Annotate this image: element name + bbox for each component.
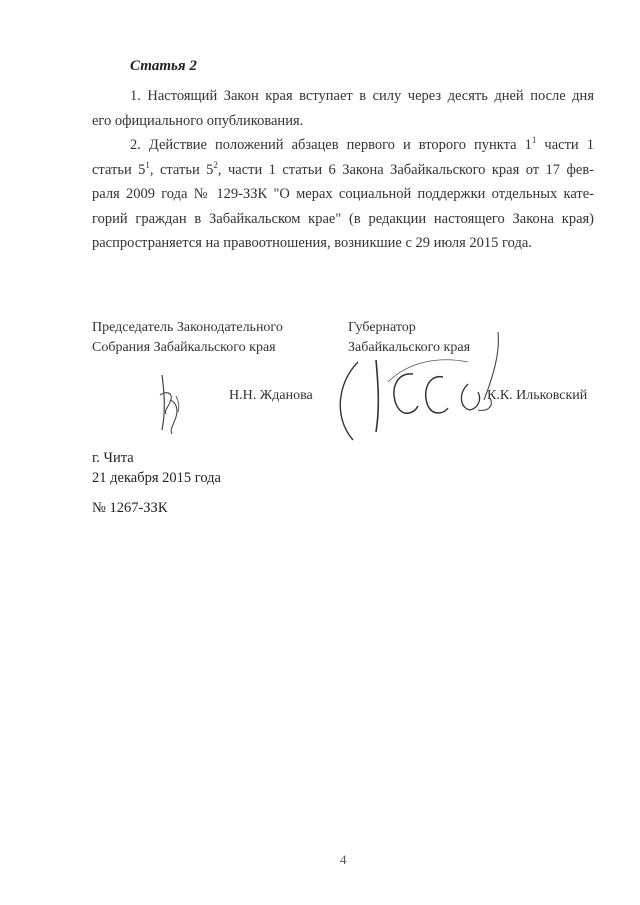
left-handwritten-signature	[140, 370, 200, 440]
place-and-date	[92, 448, 221, 488]
paragraph-2-text: статьи 5	[92, 161, 146, 178]
left-signatory-title	[92, 318, 283, 358]
left-title-line: Председатель Законодательного	[92, 320, 283, 335]
paragraph-2-text: , статьи 5	[149, 161, 214, 178]
page-number: 4	[340, 852, 347, 867]
paragraph-2-line	[92, 158, 594, 183]
right-title-line: Губернатор	[348, 320, 416, 335]
superscript: 1	[531, 135, 537, 145]
right-title-line: Забайкальского края	[348, 340, 471, 355]
paragraph-2-line: раля 2009 года № 129-ЗЗК "О мерах социальной поддержки отдельных кате-	[92, 186, 594, 202]
left-title-line: Собрания Забайкальского края	[92, 340, 276, 355]
paragraph-2-text: , части 1 статьи 6 Закона Забайкальского края от 17 фев-	[217, 161, 594, 178]
right-signatory-name: К.К. Ильковский	[487, 388, 588, 403]
paragraph-1-line: 1. Настоящий Закон края вступает в силу через десять дней после дня	[130, 88, 594, 104]
law-number: № 1267-ЗЗК	[92, 500, 168, 516]
paragraph-2	[92, 133, 594, 256]
city: г. Чита	[92, 450, 134, 466]
article-heading: Статья 2	[130, 58, 197, 74]
paragraph-2-text: 2. Действие положений абзацев первого и второго пункта 1	[130, 137, 532, 153]
paragraph-2-line	[92, 133, 594, 158]
superscript: 1	[145, 159, 150, 170]
left-signatory-name: Н.Н. Жданова	[229, 388, 313, 403]
paragraph-1	[92, 84, 594, 133]
paragraph-1-line: его официального опубликования.	[92, 112, 304, 129]
paragraph-2-text: части 1	[536, 137, 594, 153]
paragraph-2-line: горий граждан в Забайкальском крае" (в редакции настоящего Закона края)	[92, 210, 594, 227]
paragraph-2-line: распространяется на правоотношения, возникшие с 29 июля 2015 года.	[92, 235, 532, 251]
superscript: 2	[213, 159, 218, 170]
date: 21 декабря 2015 года	[92, 470, 221, 486]
